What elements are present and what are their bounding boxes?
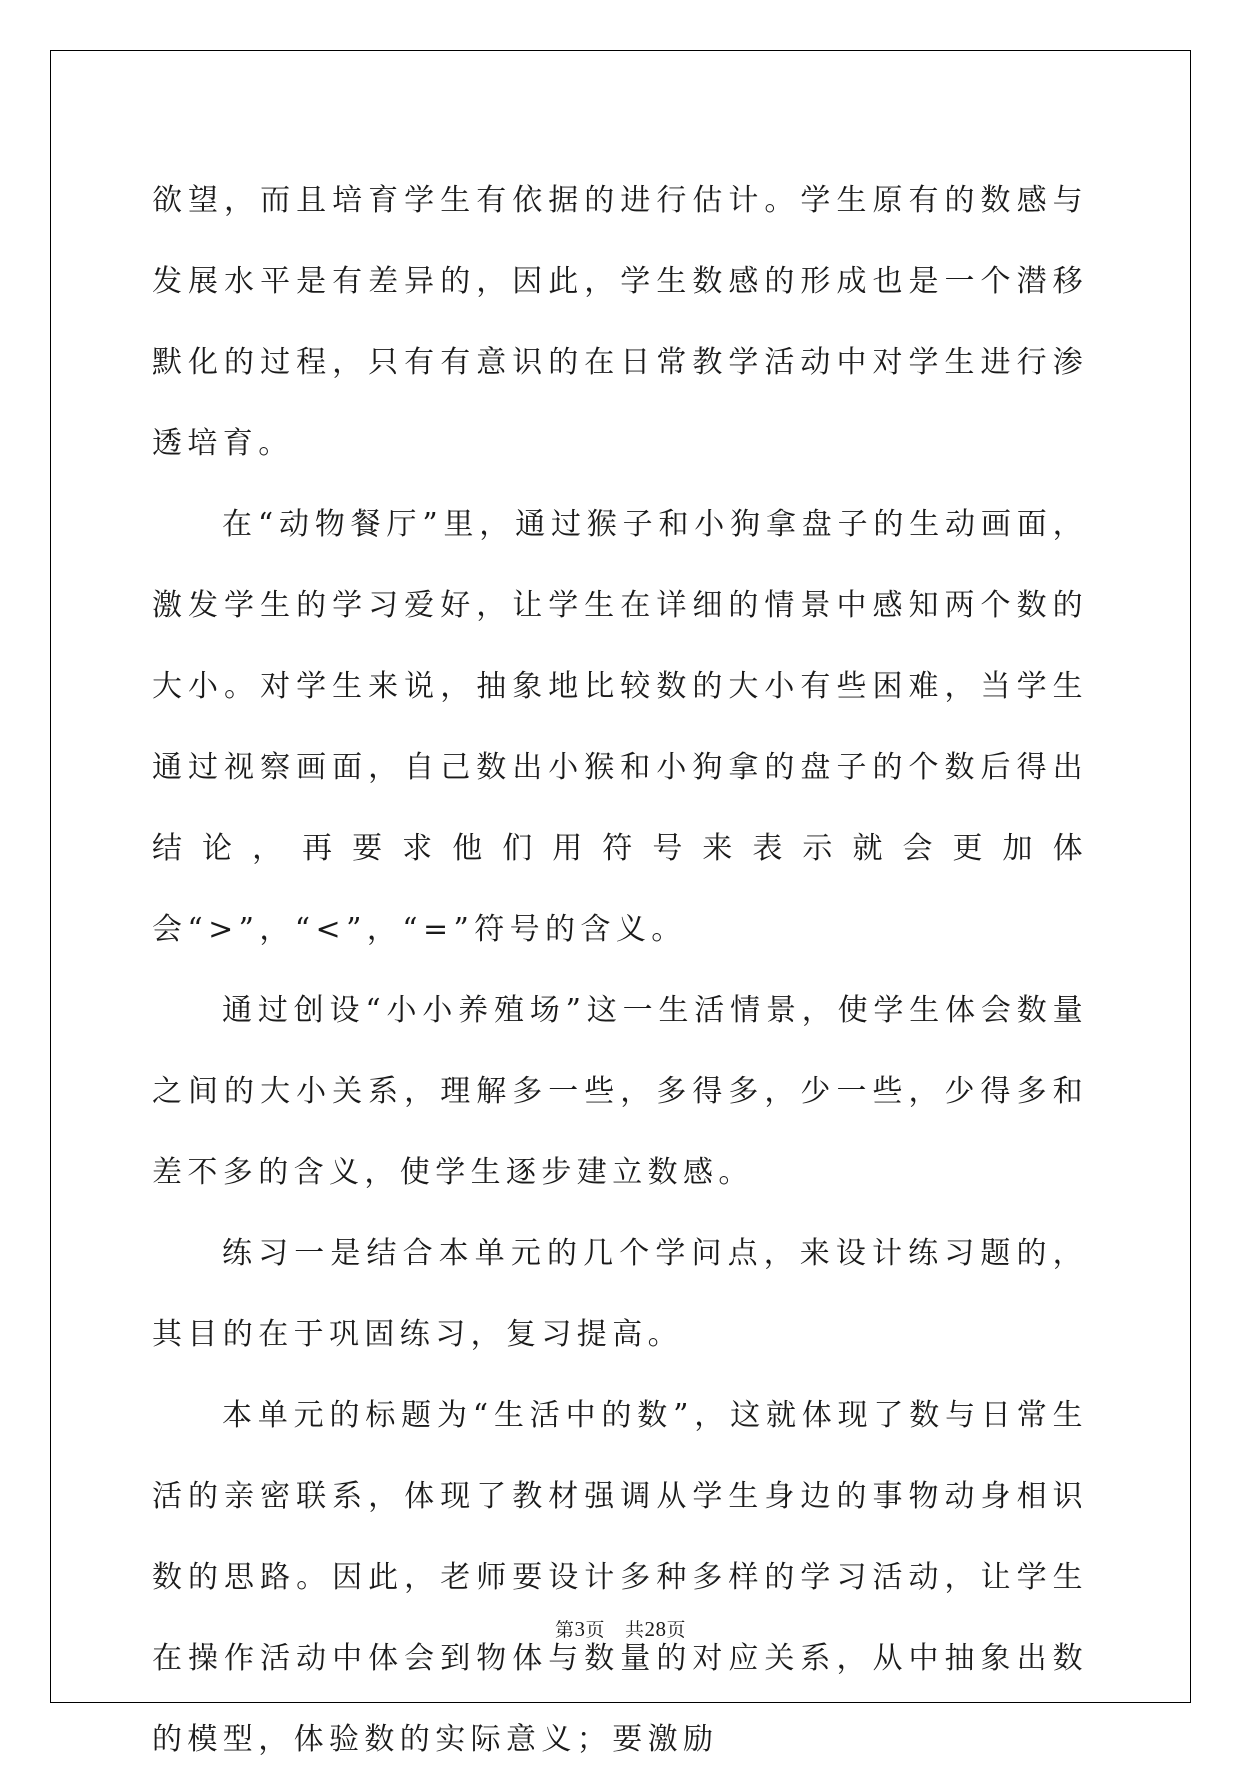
current-page-number: 3: [574, 1617, 586, 1641]
total-prefix: 共: [625, 1619, 645, 1641]
page-prefix: 第: [554, 1619, 575, 1641]
paragraph-small-farm: 通过创设“小小养殖场”这一生活情景，使学生体会数量之间的大小关系，理解多一些，多得多，少一些，少得多和差不多的含义，使学生逐步建立数感。: [152, 993, 1088, 1190]
total-suffix: 页: [666, 1619, 687, 1641]
paragraph-exercise-one: 练习一是结合本单元的几个学问点，来设计练习题的，其目的在于巩固练习，复习提高。: [152, 1236, 1088, 1352]
paragraph-animal-restaurant: 在“动物餐厅”里，通过猴子和小狗拿盘子的生动画面，激发学生的学习爱好，让学生在详细的情景中感知两个数的大小。对学生来说，抽象地比较数的大小有些困难，当学生通过视察画面，自己数出小猴和小狗拿的盘子的个数后得出结论，再要求他们用符号来表示就会更加体会“>”，“<”，“=”符号的含义。: [152, 507, 1088, 947]
page-number-footer: [0, 1617, 1241, 1642]
total-page-count: 28: [644, 1617, 667, 1641]
document-body: [152, 160, 1088, 1780]
paragraph-unit-title: 本单元的标题为“生活中的数”，这就体现了数与日常生活的亲密联系，体现了教材强调从学生身边的事物动身相识数的思路。因此，老师要设计多种多样的学习活动，让学生在操作活动中体会到物体与数量的对应关系，从中抽象出数的模型，体验数的实际意义；要激励: [152, 1398, 1088, 1757]
paragraph-continued: 欲望，而且培育学生有依据的进行估计。学生原有的数感与发展水平是有差异的，因此，学生数感的形成也是一个潜移默化的过程，只有有意识的在日常教学活动中对学生进行渗透培育。: [152, 183, 1088, 461]
page-suffix: 页: [585, 1619, 605, 1641]
